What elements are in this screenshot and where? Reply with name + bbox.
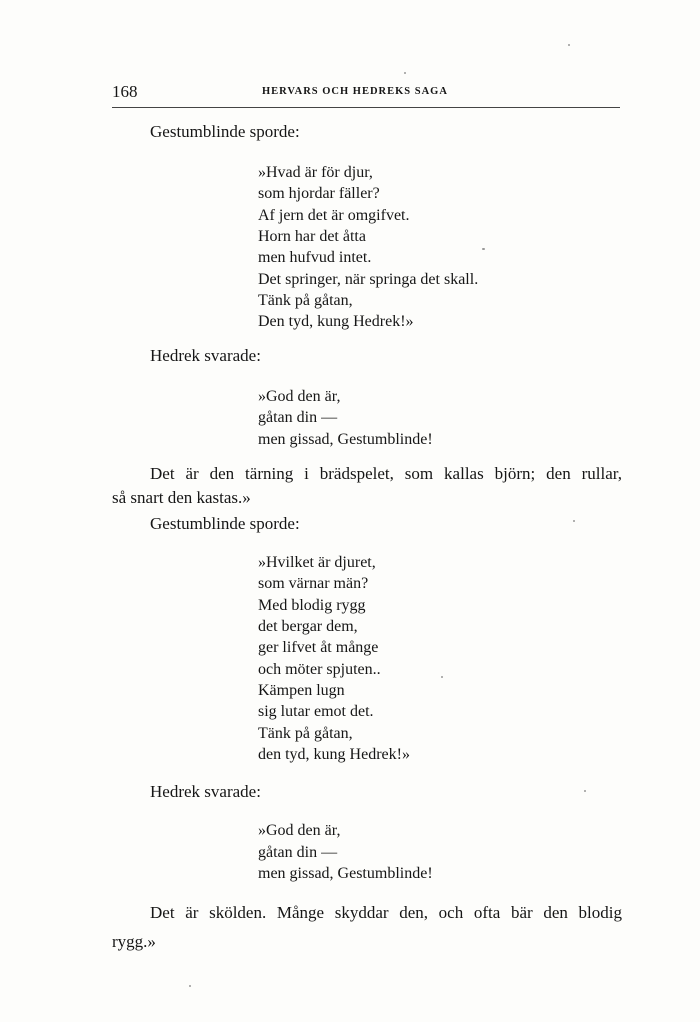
verse-line: ger lifvet åt månge [258,639,379,656]
running-title: HERVARS OCH HEDREKS SAGA [262,86,448,97]
scan-speck [441,676,443,678]
verse-line: Kämpen lugn [258,682,345,699]
verse-line: »God den är, [258,388,341,405]
page-header [112,82,618,104]
verse-line: Den tyd, kung Hedrek!» [258,313,414,330]
verse-line: gåtan din — [258,844,338,861]
prose-line: så snart den kastas.» [112,488,251,507]
verse-line: gåtan din — [258,409,338,426]
verse-line: »Hvad är för djur, [258,164,373,181]
verse-line: men gissad, Gestumblinde! [258,431,433,448]
prose-line: rygg.» [112,932,156,951]
verse-line: Tänk på gåtan, [258,725,353,742]
verse-line: »God den är, [258,822,341,839]
page-number: 168 [112,82,138,101]
verse-line: som hjordar fäller? [258,185,380,202]
verse-line: »Hvilket är djuret, [258,554,376,571]
verse-line: Tänk på gåtan, [258,292,353,309]
scan-speck [482,248,485,250]
prose-line: Det är skölden. Månge skyddar den, och ofta bär den blodig [150,903,622,922]
verse-line: men gissad, Gestumblinde! [258,865,433,882]
scan-speck [573,520,575,522]
verse-line: Det springer, när springa det skall. [258,271,479,288]
scan-speck [584,790,586,792]
verse-line: sig lutar emot det. [258,703,374,720]
prose-line: Det är den tärning i brädspelet, som kallas björn; den rullar, [150,464,622,483]
verse-line: Med blodig rygg [258,597,366,614]
reply-intro: Hedrek svarade: [150,346,261,365]
verse-line: Horn har det åtta [258,228,366,245]
scan-speck [189,985,191,987]
scan-speck [568,44,570,46]
verse-line: Af jern det är omgifvet. [258,207,410,224]
scan-speck [404,72,406,74]
reply-intro: Hedrek svarade: [150,782,261,801]
verse-line: den tyd, kung Hedrek!» [258,746,410,763]
speaker-intro: Gestumblinde sporde: [150,514,300,533]
verse-line: och möter spjuten.. [258,661,381,678]
speaker-intro: Gestumblinde sporde: [150,122,300,141]
verse-line: men hufvud intet. [258,249,372,266]
verse-line: som värnar män? [258,575,369,592]
verse-line: det bergar dem, [258,618,358,635]
header-rule [112,107,620,108]
